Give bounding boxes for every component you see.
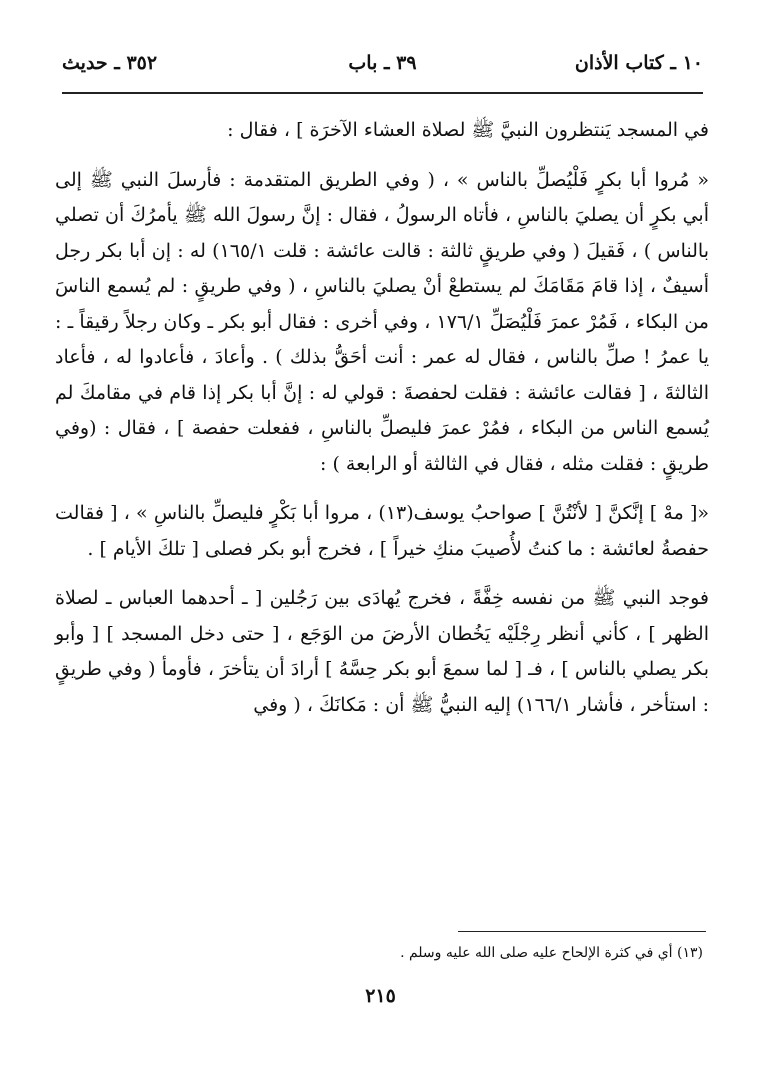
- paragraph: « مُروا أبا بكرٍ فَلْيُصلِّ بالناس » ، ( وفي الطريق المتقدمة : فأرسلَ النبي ﷺ إلى أبي بكرٍ أن يصليَ بالناسِ ، فأتاه الرسولُ ، فقال : إنَّ رسولَ الله ﷺ يأمرُكَ أن تصلي بالناس ) ، فَقيلَ ( وفي طريقٍ ثالثة : قالت عائشة : قلت ١٦٥/١) له : إن أبا بكر رجل أسيفٌ ، إذا قامَ مَقَامَكَ لم يستطعْ أنْ يصليَ بالناسِ ، ( وفي طريقٍ : لم يُسمع الناسَ من البكاء ، فَمُرْ عمرَ فَلْيُصَلِّ ١٧٦/١ ، وفي أخرى : فقال أبو بكر ـ وكان رجلاً رقيقاً ـ : يا عمرُ ! صلِّ بالناس ، فقال له عمر : أنت أحَقُّ بذلك ) . وأعادَ ، فأعادوا له ، فأعاد الثالثةَ ، [ فقالت عائشة : فقلت لحفصةَ : قولي له : إنَّ أبا بكر إذا قام في مقامكَ لم يُسمع الناس من البكاء ، فمُرْ عمرَ فليصلِّ بالناسِ ، ففعلت حفصة ] ، فقال : (وفي طريقٍ : فقلت مثله ، فقال في الثالثة أو الرابعة ) :: [55, 168, 709, 475]
- page-number: ٢١٥: [365, 985, 396, 1007]
- header-book-title: ١٠ ـ كتاب الأذان: [574, 52, 703, 74]
- main-text: [55, 113, 709, 723]
- header-rule: [62, 92, 703, 94]
- header-chapter: ٣٩ ـ باب: [348, 52, 417, 74]
- footnote-rule: [458, 931, 706, 932]
- header-hadith-number: ٣٥٢ ـ حديث: [62, 52, 158, 74]
- paragraph: فوجد النبي ﷺ من نفسه خِفَّةً ، فخرج يُهادَى بين رَجُلين [ ـ أحدهما العباس ـ لصلاة الظهر ] ، كأني أنظر رِجْلَيْه يَخُطان الأرضَ من الوَجَع ، [ حتى دخل المسجد ] [ وأبو بكر يصلي بالناس ] ، فـ [ لما سمعَ أبو بكر حِسَّهُ ] أرادَ أن يتأخرَ ، فأومأ ( وفي طريقٍ : استأخر ، فأشار ١٦٦/١) إليه النبيُّ ﷺ أن : مَكانَكَ ، ( وفي: [55, 587, 709, 716]
- running-header: [62, 52, 703, 84]
- paragraph: في المسجد يَنتظرون النبيَّ ﷺ لصلاة العشاء الآخرَة ] ، فقال :: [227, 119, 709, 141]
- footnote: (١٣) أي في كثرة الإلحاح عليه صلى الله عليه وسلم .: [400, 945, 703, 961]
- paragraph: «[ مهْ ] إنَّكنَّ [ لأنْتُنَّ ] صواحبُ يوسف(١٣) ، مروا أبا بَكْرٍ فليصلِّ بالناسِ » ، [ فقالت حفصةُ لعائشة : ما كنتُ لأُصيبَ منكِ خيراً ] ، فخرج أبو بكر فصلى [ تلكَ الأيام ] .: [55, 502, 709, 560]
